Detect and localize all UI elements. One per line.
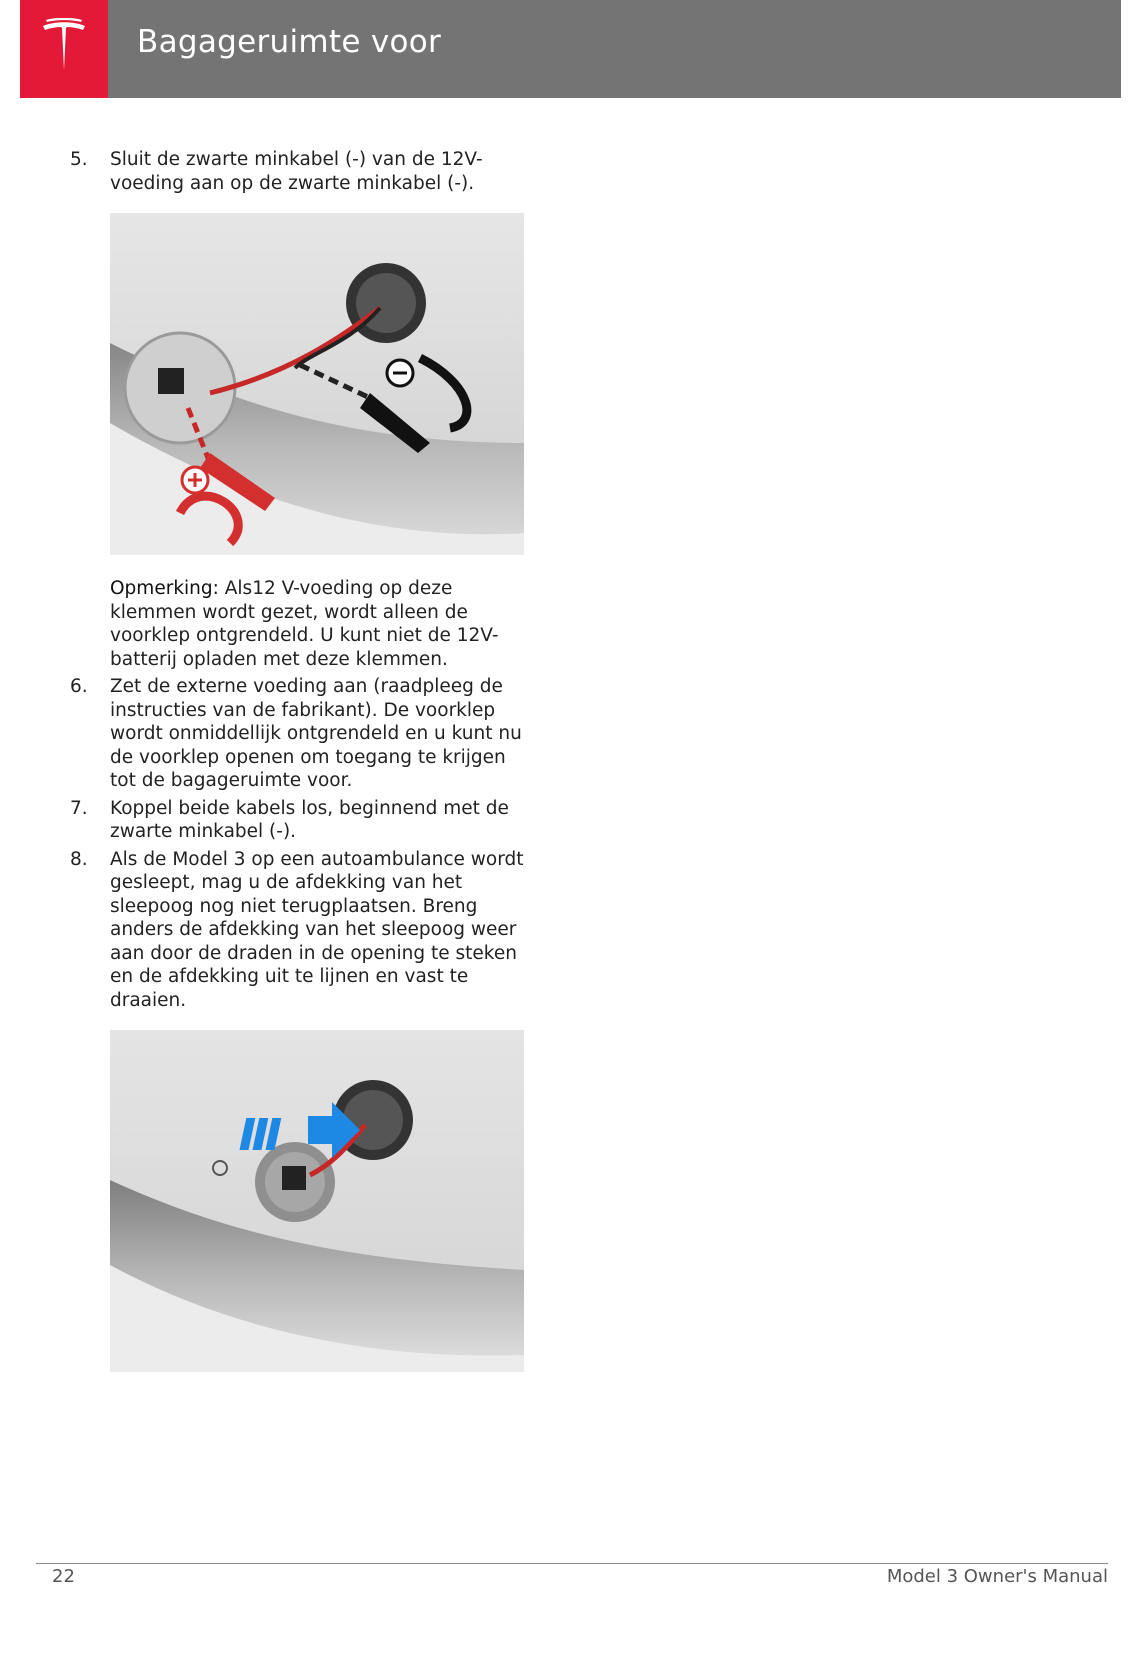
step-text: Zet de externe voeding aan (raadpleeg de instructies van de fabrikant). De voorklep wordt onmiddellijk ontgrendeld en u kunt nu de voorklep openen om toegang te krijgen tot de bagageruimte voor. [110, 676, 522, 791]
manual-title: Model 3 Owner's Manual [886, 1566, 1108, 1587]
page-header [20, 0, 1121, 98]
note-text: Als12 V-voeding op deze klemmen wordt gezet, wordt alleen de voorklep ontgrendeld. U kunt niet de 12V-batterij opladen met deze klemmen. [110, 578, 499, 670]
step-number: 7. [70, 797, 88, 819]
step-8 [70, 848, 530, 1013]
step-7 [70, 797, 530, 844]
page-number: 22 [52, 1566, 75, 1587]
step-5 [70, 148, 530, 195]
step-text: Koppel beide kabels los, beginnend met de zwarte minkabel (-). [110, 797, 509, 842]
step-text: Als de Model 3 op een autoambulance wordt gesleept, mag u de afdekking van het sleepoog nog niet terugplaatsen. Breng anders de afdekking van het sleepoog weer aan door de draden in de opening te steken en de afdekking uit te lijnen en vast te draaien. [110, 848, 524, 1011]
step-6 [70, 675, 530, 793]
figure-connect-cables [110, 213, 524, 555]
footer-divider [36, 1563, 1108, 1564]
step-text: Sluit de zwarte minkabel (-) van de 12V-voeding aan op de zwarte minkabel (-). [110, 149, 483, 194]
note-label: Opmerking: [110, 578, 219, 599]
instructions [70, 148, 530, 1394]
step-number: 6. [70, 676, 88, 697]
note [110, 577, 530, 671]
step-number: 5. [70, 149, 88, 170]
tesla-logo-icon [40, 18, 88, 74]
step-number: 8. [70, 848, 88, 870]
logo-box [20, 0, 108, 98]
page-title: Bagageruimte voor [137, 24, 442, 60]
figure-reinstall-cover [110, 1030, 524, 1372]
